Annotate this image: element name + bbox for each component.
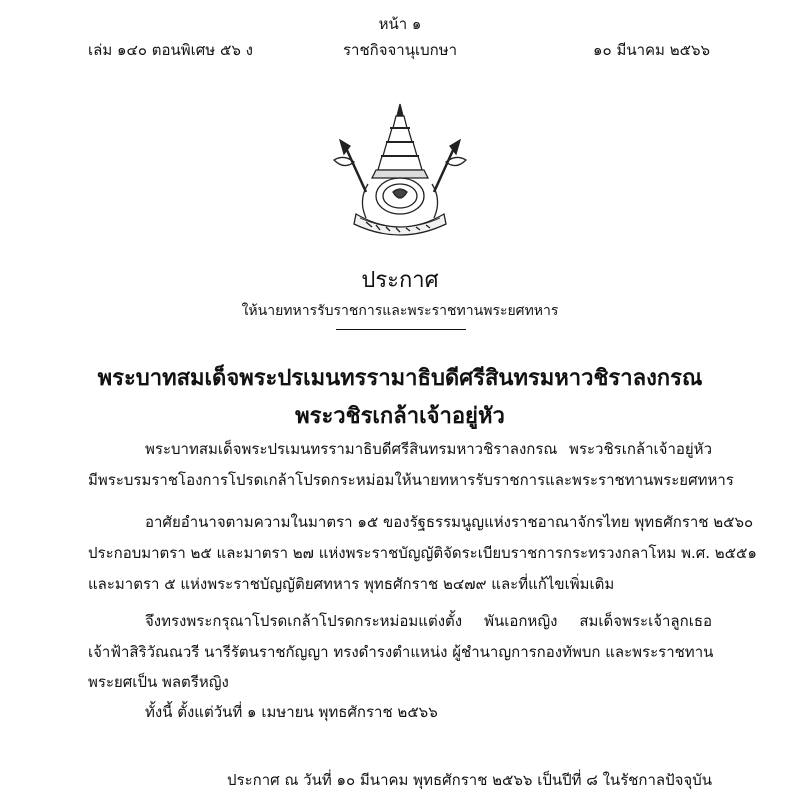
gazette-name: ราชกิจจานุเบกษา [342,41,458,59]
announcement-subtitle: ให้นายทหารรับราชการและพระราชทานพระยศทหาร [241,303,559,319]
title-divider [336,329,466,330]
king-title-line-2: พระวชิรเกล้าเจ้าอยู่หัว [295,404,505,429]
paragraph-3-line-3: พระยศเป็น พลตรีหญิง [88,673,229,691]
paragraph-1-line-2: มีพระบรมราชโองการโปรดเกล้าโปรดกระหม่อมให้นายทหารรับราชการและพระราชทานพระยศทหาร [88,471,734,489]
paragraph-4: ทั้งนี้ ตั้งแต่วันที่ ๑ เมษายน พุทธศักราช ๒๕๖๖ [145,703,438,721]
signoff-line: ประกาศ ณ วันที่ ๑๐ มีนาคม พุทธศักราช ๒๕๖๖ เป็นปีที่ ๘ ในรัชกาลปัจจุบัน [227,771,712,789]
paragraph-3-line-1: จึงทรงพระกรุณาโปรดเกล้าโปรดกระหม่อมแต่งตั้ง พันเอกหญิง สมเด็จพระเจ้าลูกเธอ [145,612,712,630]
paragraph-1-line-1: พระบาทสมเด็จพระปรเมนทรรามาธิบดีศรีสินทรมหาวชิราลงกรณ พระวชิรเกล้าเจ้าอยู่หัว [145,440,712,458]
paragraph-3-line-2: เจ้าฟ้าสิริวัณณวรี นารีรัตนราชกัญญา ทรงดำรงตำแหน่ง ผู้ชำนาญการกองทัพบก และพระราชทาน [88,643,714,661]
volume-issue: เล่ม ๑๔๐ ตอนพิเศษ ๕๖ ง [88,41,253,59]
king-title-line-1: พระบาทสมเด็จพระปรเมนทรรามาธิบดีศรีสินทรมหาวชิราลงกรณ [97,366,703,391]
paragraph-2-line-3: และมาตรา ๕ แห่งพระราชบัญญัติยศทหาร พุทธศักราช ๒๔๗๙ และที่แก้ไขเพิ่มเติม [88,575,615,593]
page-number: หน้า ๑ [378,15,422,33]
announcement-title: ประกาศ [361,268,439,293]
royal-emblem-icon [320,100,480,240]
paragraph-2-line-1: อาศัยอำนาจตามความในมาตรา ๑๕ ของรัฐธรรมนูญแห่งราชอาณาจักรไทย พุทธศักราช ๒๕๖๐ [145,513,754,531]
gazette-date: ๑๐ มีนาคม ๒๕๖๖ [593,41,710,59]
paragraph-2-line-2: ประกอบมาตรา ๒๕ และมาตรา ๒๗ แห่งพระราชบัญญัติจัดระเบียบราชการกระทรวงกลาโหม พ.ศ. ๒๕๕๑ [88,544,757,562]
